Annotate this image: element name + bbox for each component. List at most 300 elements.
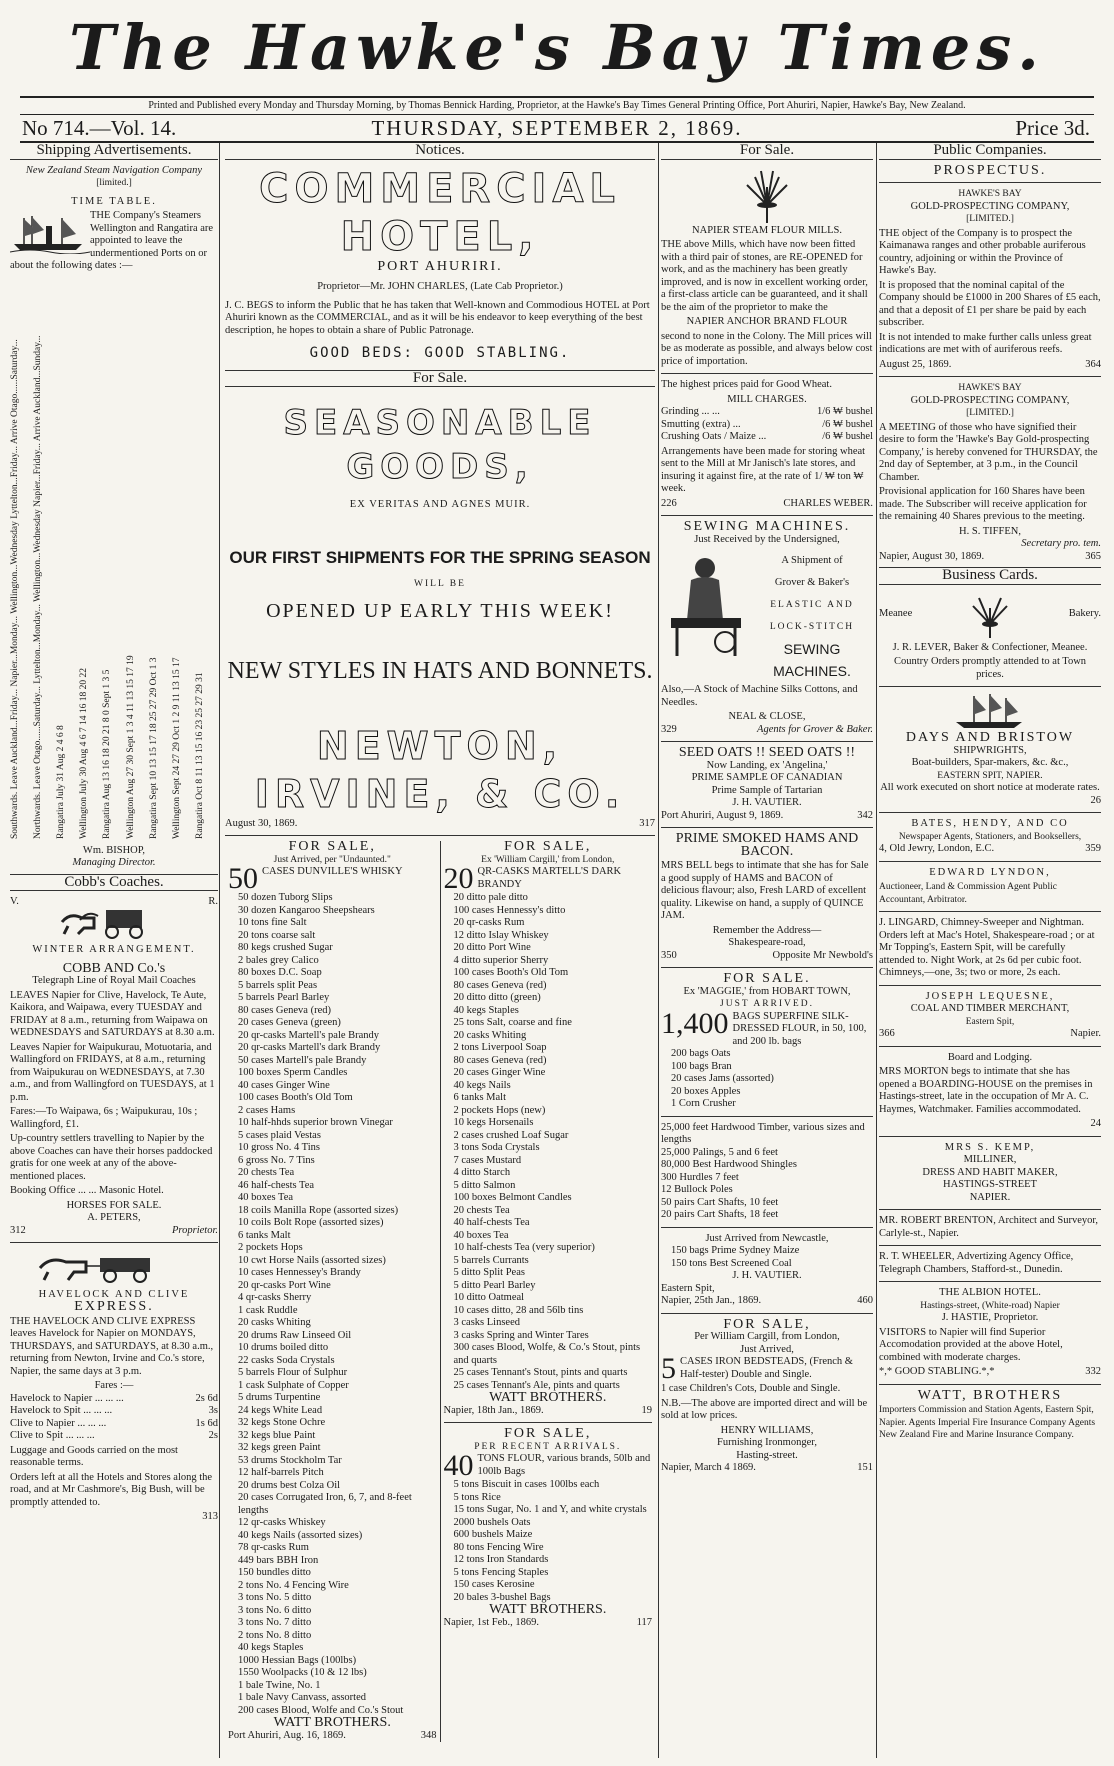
newton-irvine: NEWTON, IRVINE, & CO. — [254, 723, 626, 816]
fare-row — [10, 1418, 218, 1431]
timetable — [10, 279, 218, 839]
divider — [879, 985, 1101, 986]
coach-fares: Fares:—To Waipawa, 6s ; Waipukurau, 10s ; Wallingford, £1. — [10, 1106, 198, 1130]
sale-item: 12 tons Iron Standards — [453, 1554, 549, 1565]
sale-item: 600 bushels Maize — [453, 1529, 533, 1540]
baker-name: J. R. LEVER, Baker & Confectioner, Meanee. — [892, 641, 1088, 653]
sale-heading: FOR SALE, — [288, 839, 376, 854]
shipwrights-name: DAYS AND BRISTOW — [905, 730, 1075, 745]
sale-subheading: Just Arrived from Newcastle, — [705, 1232, 829, 1244]
sale-subheading: Ex 'William Cargill,' from London, — [481, 854, 615, 865]
section-heading: Public Companies. — [879, 143, 1101, 160]
dateline — [20, 114, 1094, 143]
advertiser-title: Furnishing Ironmonger, — [717, 1437, 817, 1448]
ex-ships: EX VERITAS AND AGNES MUIR. — [349, 499, 531, 510]
company-name: New Zealand Steam Navigation Company — [25, 164, 203, 176]
sale-item: 150 tons Best Screened Coal — [671, 1257, 792, 1269]
advertiser-name: J. H. VAUTIER. — [732, 797, 802, 808]
new-styles: NEW STYLES IN HATS AND BONNETS. — [227, 658, 653, 684]
sale-item: 20 qr-casks Martell's dark Brandy — [238, 1042, 381, 1053]
divider — [10, 1242, 218, 1243]
sale-item: 20 cases Corrugated Iron, 6, 7, and 8-feet lengths — [238, 1492, 412, 1516]
express-subtitle: EXPRESS. — [74, 1299, 154, 1314]
advert-number: 151 — [857, 1462, 873, 1473]
advert-footer — [661, 1295, 873, 1308]
fares-heading: Fares :— — [94, 1380, 134, 1391]
limited-label: [LIMITED.] — [966, 214, 1014, 224]
advert-footer — [444, 1617, 653, 1630]
sale-item: 2000 bushels Oats — [453, 1516, 531, 1528]
sale-item: 6 tanks Malt — [238, 1229, 291, 1241]
advert-footer — [661, 1462, 873, 1475]
advert-footer — [879, 551, 1101, 564]
hams-heading: PRIME SMOKED HAMS AND BACON. — [675, 831, 859, 859]
advert-footer — [661, 810, 873, 823]
fare-row — [10, 1393, 218, 1406]
hams-address: Shakespeare-road, — [728, 937, 806, 948]
sale-signature: WATT BROTHERS. — [489, 1602, 607, 1617]
divider — [879, 1281, 1101, 1282]
sale-item: 5 tons Fencing Staples — [453, 1566, 549, 1578]
fare-route: Clive to Napier ... ... ... — [10, 1417, 107, 1429]
sale-item: 300 cases Blood, Wolfe, & Co.'s Stout, pints and quarts — [453, 1342, 641, 1366]
sale-item: 5 barrels Flour of Sulphur — [238, 1367, 348, 1378]
auctioneer-text: Auctioneer, Land & Commission Agent Public Accountant, Arbitrator. — [879, 882, 1057, 905]
advert-footer — [228, 1730, 437, 1743]
advert-footer — [879, 1366, 1101, 1379]
advert-footer — [879, 843, 1101, 856]
section-heading: Notices. — [225, 143, 655, 160]
sale-item: 200 cases Blood, Wolfe and Co.'s Stout — [238, 1704, 404, 1716]
sale-item: 1 bale Navy Canvass, assorted — [238, 1692, 367, 1703]
oats-tartarian: Prime Sample of Tartarian — [711, 784, 823, 796]
merchant-name: JOSEPH LEQUESNE, — [925, 990, 1055, 1002]
agent-title: Newspaper Agents, Stationers, and Booksellers, — [898, 831, 1082, 842]
sale-item: 20 chests Tea — [238, 1167, 295, 1178]
fare-price: 2s 6d — [195, 1392, 218, 1404]
sale-item: 80 cases Geneva (red) — [453, 979, 547, 991]
sale-item: 20 qr-casks Port Wine — [238, 1279, 331, 1291]
lead-text: CASES DUNVILLE'S WHISKY — [262, 866, 403, 877]
sale-signature: WATT BROTHERS. — [273, 1715, 391, 1730]
section-heading: Cobb's Coaches. — [10, 874, 218, 892]
advert-footer — [661, 724, 873, 737]
advert-date: August 25, 1869. — [879, 358, 952, 370]
timetable-column: Rangatira July 31 Aug 2 4 6 8 — [56, 724, 67, 839]
shipwrights-address: EASTERN SPIT, NAPIER. — [937, 770, 1043, 781]
divider — [661, 741, 873, 742]
sale-item: 20 bales 3-bushel Bags — [453, 1591, 551, 1603]
sale-item: 10 cases ditto, 28 and 56lb tins — [453, 1304, 584, 1316]
sale-item: 2 bales grey Calico — [238, 954, 319, 966]
divider — [661, 1313, 873, 1314]
sale-item: 4 qr-casks Sherry — [238, 1292, 312, 1303]
advert-number: 348 — [420, 1729, 437, 1741]
sale-lead — [228, 862, 437, 895]
sale-item: 5 ditto Pearl Barley — [453, 1279, 536, 1291]
timetable-column: Southwards. Leave Auckland...Friday... Napier...Monday... Wellington...Wednesday Lyttelton...Friday... Arrive Otago......Saturday... — [10, 338, 20, 839]
divider — [879, 182, 1101, 183]
sale-item: 449 bars BBH Iron — [238, 1554, 319, 1566]
sale-heading: FOR SALE, — [504, 1426, 592, 1441]
timetable-column: Wellington July 30 Aug 4 6 7 14 16 18 20 22 — [79, 667, 90, 839]
milliner-name: MRS S. KEMP, — [944, 1141, 1036, 1153]
sale-item: 10 cases Hennessey's Brandy — [238, 1267, 361, 1278]
sale-item: 6 gross No. 7 Tins — [238, 1154, 315, 1166]
advert-number: 460 — [857, 1295, 873, 1306]
advert-date: Napier, March 4 1869. — [661, 1462, 756, 1473]
sale-item: 20 casks Whiting — [238, 1317, 311, 1328]
sale-item: 20 pairs Cart Shafts, 18 feet — [661, 1209, 779, 1220]
divider — [879, 1209, 1101, 1210]
sale-item: 2 cases Hams — [238, 1104, 296, 1116]
bakery-place: Meanee — [879, 608, 913, 620]
sale-item: 5 ditto Salmon — [453, 1179, 516, 1191]
advert-footer — [444, 1405, 653, 1418]
advert-address: Eastern Spit, — [661, 1282, 715, 1294]
mills-title: NAPIER STEAM FLOUR MILLS. — [692, 224, 842, 236]
sale-item: 3 tons No. 5 ditto — [238, 1592, 312, 1603]
merchant-address: Eastern Spit, — [965, 1016, 1015, 1027]
stabling-notice: *,* GOOD STABLING.*,* — [879, 1366, 995, 1377]
charge-row — [661, 406, 873, 419]
timetable-column: Rangatira Sept 10 13 15 17 18 25 27 29 Oct 1 3 — [148, 656, 159, 839]
watt-sale-right — [441, 841, 656, 1742]
timetable-column: Rangatira Oct 8 11 13 15 16 23 25 27 29 31 — [194, 671, 205, 839]
sale-item: 53 drums Stockholm Tar — [238, 1454, 342, 1466]
sale-item: 1 case Children's Cots, Double and Single. — [661, 1383, 841, 1394]
sewing-line: A Shipment of — [781, 555, 843, 566]
shipwrights-title: SHIPWRIGHTS, — [953, 744, 1027, 756]
advert-number: 350 — [661, 949, 677, 961]
sale-item: 10 coils Bolt Rope (assorted sizes) — [238, 1217, 384, 1228]
advert-number: 359 — [1085, 843, 1101, 854]
sale-item: 20 tons coarse salt — [238, 929, 316, 941]
sale-item: 10 tons fine Salt — [238, 917, 307, 928]
sewing-line: MACHINES. — [773, 663, 851, 679]
charge-item: Grinding ... ... — [661, 406, 720, 417]
sale-item: 300 Hurdles 7 feet — [661, 1171, 739, 1183]
divider — [879, 376, 1101, 377]
bakery-header — [879, 590, 1101, 640]
sale-item: 100 cases Hennessy's ditto — [453, 904, 566, 916]
sale-item: 3 tons Soda Crystals — [453, 1142, 540, 1153]
sale-item: 5 tons Biscuit in cases 100lbs each — [453, 1479, 600, 1490]
agent-text: Importers Commission and Station Agents, Eastern Spit, Napier. Agents Imperial Fire Insurance Company Agents New Zealand Fire and Marine Insurance Company. — [879, 1405, 1096, 1440]
divider — [879, 1384, 1101, 1385]
sale-heading: FOR SALE, — [504, 839, 592, 854]
advert-date: August 30, 1869. — [225, 817, 298, 829]
sale-item: 20 cases Geneva (green) — [238, 1017, 341, 1028]
lead-text: TONS FLOUR, various brands, 50lb and 100lb Bags — [477, 1453, 651, 1477]
sale-item: 150 bags Prime Sydney Maize — [671, 1245, 800, 1256]
sale-item: 200 bags Oats — [671, 1048, 731, 1059]
hams-address: Remember the Address— — [712, 924, 822, 936]
advertiser-name: HENRY WILLIAMS, — [720, 1424, 814, 1436]
advert-number: 19 — [641, 1404, 652, 1416]
fare-route: Clive to Spit ... ... ... — [10, 1430, 95, 1441]
divider — [661, 827, 873, 828]
sale-heading: FOR SALE, — [723, 1316, 811, 1332]
timetable-column: Northwards. Leave Otago......Saturday... Lyttelton...Monday... Wellington...Wednesday Napier...Friday... Arrive Auckland...Sunday... — [33, 335, 44, 839]
timetable-intro: THE Company's Steamers Wellington and Rangatira are appointed to leave the undermentioned Ports on or about the following dates :— — [10, 210, 214, 271]
watt-brothers-adverts — [225, 841, 655, 1742]
sale-item: 1000 Hessian Bags (100lbs) — [238, 1654, 357, 1666]
column-shipping — [10, 143, 218, 1758]
sale-items — [661, 1048, 873, 1111]
hotel-name: THE ALBION HOTEL. — [939, 1287, 1041, 1298]
company-region: HAWKE'S BAY — [958, 189, 1022, 199]
newspaper-title: The Hawke's Bay Times. — [69, 11, 1045, 84]
sewing-line: Grover & Baker's — [774, 577, 850, 588]
sale-item: 40 kegs Staples — [453, 1004, 519, 1016]
milliner-town: NAPIER. — [969, 1191, 1011, 1203]
sale-item: 100 cases Booth's Old Tom — [453, 967, 569, 978]
advert-footer — [661, 498, 873, 511]
milliner-street: HASTINGS-STREET — [943, 1179, 1037, 1190]
secretary-title: Secretary pro. tem. — [1021, 538, 1101, 549]
advertiser-footer — [10, 1225, 218, 1238]
sale-subheading: PER RECENT ARRIVALS. — [474, 1441, 622, 1452]
meeting-notice: A MEETING of those who have signified their desire to form the 'Hawke's Bay Gold-prospecting Company,' is hereby convened for THURSDAY, the 2nd day of September, at 3 p.m., in the Council Chamber. — [879, 421, 1098, 483]
sale-item: 50 pairs Cart Shafts, 10 feet — [661, 1196, 779, 1208]
shipwrights-trades: Boat-builders, Spar-makers, &c. &c., — [911, 757, 1069, 768]
charge-price: /6 ₩ bushel — [822, 431, 873, 442]
sale-lead — [661, 1352, 873, 1385]
oats-canadian: PRIME SAMPLE OF CANADIAN — [691, 772, 843, 783]
sale-signature: WATT BROTHERS. — [489, 1390, 607, 1405]
column-divider — [876, 143, 877, 1758]
charge-row — [661, 431, 873, 444]
sale-item: 3 tons No. 6 ditto — [238, 1604, 312, 1616]
sale-item: 32 kegs blue Paint — [238, 1429, 316, 1441]
sale-note: N.B.—The above are imported direct and will be sold at low prices. — [661, 1397, 868, 1421]
sale-item: 25 cases Tennant's Ale, pints and quarts — [453, 1379, 620, 1391]
issue-price: Price 3d. — [1015, 116, 1090, 140]
sale-item: 10 ditto Oatmeal — [453, 1292, 525, 1303]
hams-text: MRS BELL begs to intimate that she has for Sale a good supply of HAMS and BACON of delicious flavour; also, Fresh LARD of excellent quality. Likewise on hand, a supply of QUINCE JAM. — [661, 860, 869, 921]
divider — [879, 861, 1101, 862]
advert-footer — [661, 950, 873, 963]
advert-number: 117 — [636, 1616, 652, 1628]
sale-item: 100 cases Booth's Old Tom — [238, 1092, 353, 1103]
sale-item: 1 Corn Crusher — [671, 1098, 736, 1109]
shipwrights-notice: All work executed on short notice at moderate rates. — [880, 782, 1100, 793]
lead-number: 50 — [228, 862, 258, 895]
sale-item: 40 cases Ginger Wine — [238, 1079, 330, 1091]
merchant-town: Napier. — [1070, 1028, 1101, 1039]
steamship-icon — [10, 212, 90, 254]
limited-label: [LIMITED.] — [966, 408, 1014, 418]
fare-price: 3s — [208, 1405, 218, 1416]
sale-item: 150 cases Kerosine — [453, 1579, 535, 1590]
sale-item: 4 ditto superior Sherry — [453, 954, 549, 966]
advertiser-title: Agents for Grover & Baker. — [757, 723, 873, 735]
express-text: THE HAVELOCK AND CLIVE EXPRESS leaves Havelock for Napier on MONDAYS, THURSDAYS, and SATURDAYS, at 8.30 a.m., returning from Newton, Irvine and Co.'s store, Napier, the same days at 3 p.m. — [10, 1315, 214, 1377]
lead-text: BAGS SUPERFINE SILK-DRESSED FLOUR, in 50, 100, and 200 lb. bags — [732, 1010, 867, 1047]
sale-item: 24 kegs White Lead — [238, 1404, 323, 1416]
divider — [661, 515, 873, 516]
sale-item: 100 boxes Belmont Candles — [453, 1192, 572, 1203]
lead-number: 1,400 — [661, 1006, 729, 1040]
advert-number: 329 — [661, 723, 677, 735]
sale-subheading: Per William Cargill, from London, — [694, 1331, 840, 1342]
advert-number: 312 — [10, 1224, 26, 1236]
sale-items — [444, 1479, 653, 1604]
timetable-column: Wellington Aug 27 30 Sept 1 3 4 11 13 15 17 19 — [125, 654, 136, 839]
sewing-subheading: Just Received by the Undersigned, — [694, 533, 840, 545]
sale-item: 40 boxes Tea — [453, 1229, 509, 1241]
sale-item: 20 qr-casks Rum — [453, 917, 525, 928]
sale-item: 10 kegs Horsenails — [453, 1117, 534, 1128]
sale-item: 150 bundles ditto — [238, 1567, 311, 1578]
sale-item: 40 kegs Nails (assorted sizes) — [238, 1529, 363, 1541]
sale-item: 5 drums Turpentine — [238, 1392, 321, 1403]
sale-lead — [443, 862, 653, 895]
imprint-line: Printed and Published every Monday and Thursday Morning, by Thomas Bennick Harding, Proprietor, at the Hawke's Bay Times General Printing Office, Port Ahuriri, Napier, Hawke's Bay, New Zealand. — [20, 96, 1094, 111]
watt-sale-left — [225, 841, 441, 1742]
sale-item: 25,000 feet Hardwood Timber, various sizes and lengths — [661, 1121, 865, 1145]
coach-schedule: LEAVES Napier for Clive, Havelock, Te Aute, Kaikora, and Waipawa, every TUESDAY and FRIDAY at 8 a.m., returning from Waipawa on WEDNESDAYS and SATURDAYS at 8.30 a.m. — [10, 989, 215, 1038]
baker-notice: Country Orders promptly attended to at Town prices. — [893, 656, 1087, 680]
advert-date: Napier, 25th Jan., 1869. — [661, 1295, 762, 1306]
sale-item: 20 ditto Port Wine — [453, 942, 531, 953]
sale-item: 12 ditto Islay Whiskey — [453, 929, 549, 941]
limited-label: [limited.] — [96, 178, 132, 188]
advert-number: 24 — [1090, 1118, 1101, 1129]
stagecoach-icon — [54, 900, 174, 940]
sale-item: 20 chests Tea — [453, 1204, 510, 1216]
advert-date: Napier, 1st Feb., 1869. — [443, 1616, 540, 1628]
sale-item: 12 Bullock Poles — [661, 1184, 733, 1195]
sale-item: 32 kegs Stone Ochre — [238, 1417, 326, 1428]
sale-item: 25,000 Palings, 5 and 6 feet — [661, 1146, 778, 1158]
advert-number: 26 — [1090, 794, 1101, 806]
coach-letter: R. — [208, 896, 218, 907]
sale-item: 2 pockets Hops (new) — [453, 1104, 546, 1116]
sale-lead — [661, 1006, 873, 1049]
sale-item: 7 cases Mustard — [453, 1154, 522, 1166]
sale-item: 20 cases Ginger Wine — [453, 1067, 546, 1078]
timetable-column: Rangatira Aug 13 16 18 20 21 8 0 Sept 1 3 5 — [102, 669, 113, 839]
sale-item: 20 drums Raw Linseed Oil — [238, 1329, 352, 1341]
sale-item: 2 tons Liverpool Soap — [453, 1042, 547, 1053]
hotel-proprietor: J. HASTIE, Proprietor. — [941, 1312, 1039, 1323]
sale-subheading: Just Arrived, per "Undaunted." — [273, 854, 391, 865]
will-be: WILL BE — [414, 579, 466, 589]
advertiser-name: J. H. VAUTIER. — [732, 1270, 802, 1281]
sale-lead — [443, 1449, 653, 1482]
divider — [444, 1422, 653, 1423]
sale-item: 4 ditto Starch — [453, 1167, 511, 1178]
advert-number: 226 — [661, 497, 677, 509]
sale-item: 15 tons Sugar, No. 1 and Y, and white crystals — [453, 1504, 647, 1515]
column-for-sale — [661, 143, 873, 1758]
just-arrived: JUST ARRIVED. — [720, 999, 814, 1009]
sale-item: 20 ditto pale ditto — [453, 892, 528, 903]
divider — [661, 373, 873, 374]
timetable-title: TIME TABLE. — [71, 195, 157, 207]
hotel-notice: J. C. BEGS to inform the Public that he has taken that Well-known and Commodious HOTEL at Port Ahuriri known as the COMMERCIAL, and as it will be his endeavor to keep everything of the best description, he hopes to obtain a share of Public Patronage. — [225, 299, 650, 336]
wheat-sheaf-icon — [737, 165, 797, 225]
sale-item: 20 cases Jams (assorted) — [671, 1073, 774, 1084]
oats-landing: Now Landing, ex 'Angelina,' — [706, 759, 828, 771]
hotel-proprietor: Proprietor—Mr. JOHN CHARLES, (Late Cab Proprietor.) — [317, 281, 563, 292]
sale-items — [228, 892, 437, 1717]
seasonable-goods: SEASONABLE GOODS, — [283, 403, 597, 487]
sewing-lines — [751, 550, 873, 682]
lead-text: CASES IRON BEDSTEADS, (French & Half-tester) Double and Single. — [680, 1356, 853, 1380]
sale-item: 80 boxes D.C. Soap — [238, 967, 322, 978]
sale-item: 1 cask Ruddle — [238, 1304, 298, 1316]
sale-item: 80 cases Geneva (red) — [453, 1054, 547, 1066]
sale-item: 20 drums best Colza Oil — [238, 1479, 341, 1491]
sewing-advert — [661, 550, 873, 682]
fare-route: Havelock to Spit ... ... ... — [10, 1405, 113, 1416]
board-notice: MRS MORTON begs to intimate that she has opened a BOARDING-HOUSE on the premises in Hastings-street, late in the occupation of Mr A. C. Haymes, Watchmaker. Families accommodated. — [879, 1066, 1093, 1115]
column-divider — [658, 143, 659, 1758]
sweeper-notice: J. LINGARD, Chimney-Sweeper and Nightman. Orders left at Mac's Hotel, Shakespeare-road ; or at Mr Topping's, Eastern Spit, will be carefully attended to. Night Work, at 2s 6d per cubic foot. Chimneys,—one, 3s; two or more, 2s each. — [879, 917, 1095, 978]
wheat-sheaf-icon — [965, 590, 1015, 640]
advertiser-title: Proprietor. — [172, 1224, 218, 1236]
masthead — [0, 0, 1114, 95]
horses-for-sale: HORSES FOR SALE. — [66, 1199, 162, 1211]
lead-number: 40 — [443, 1449, 474, 1482]
sale-item: 2 tons No. 4 Fencing Wire — [238, 1579, 349, 1591]
sale-item: 3 casks Spring and Winter Tares — [453, 1329, 589, 1341]
advert-number: 365 — [1085, 550, 1101, 562]
silks-notice: Also,—A Stock of Machine Silks Cottons, and Needles. — [661, 684, 858, 708]
section-heading: For Sale. — [661, 143, 873, 160]
auctioneer-name: EDWARD LYNDON, — [929, 866, 1051, 878]
fare-price: 2s — [208, 1430, 218, 1441]
sale-item: 22 casks Soda Crystals — [238, 1354, 335, 1366]
first-shipments: OUR FIRST SHIPMENTS FOR THE SPRING SEASON — [229, 547, 651, 567]
advert-date: Napier, August 30, 1869. — [879, 550, 985, 562]
sale-item: 18 coils Manilla Rope (assorted sizes) — [238, 1204, 399, 1216]
divider — [879, 1136, 1101, 1137]
sale-item: 12 half-barrels Pitch — [238, 1467, 324, 1478]
sale-item: 10 drums boiled ditto — [238, 1342, 329, 1353]
company-name: GOLD-PROSPECTING COMPANY, — [910, 394, 1070, 406]
sailing-ship-icon — [950, 692, 1030, 732]
divider — [879, 911, 1101, 912]
charge-row — [661, 419, 873, 432]
hotel-notice: VISITORS to Napier will find Superior Accomodation provided at the above Hotel, combined with moderate charges. — [879, 1326, 1063, 1363]
sale-items — [661, 1122, 873, 1222]
milliner-title: MILLINER, — [963, 1154, 1017, 1165]
hotel-address: Hastings-street, (White-road) Napier — [920, 1300, 1060, 1311]
column-divider — [219, 143, 220, 1758]
sale-item: 30 dozen Kangaroo Sheepshears — [238, 904, 375, 916]
sale-items — [661, 1245, 873, 1270]
fare-price: 1s 6d — [195, 1417, 218, 1429]
divider — [661, 1227, 873, 1228]
sale-item: 50 dozen Tuborg Slips — [238, 892, 333, 903]
sale-item: 46 half-chests Tea — [238, 1179, 315, 1191]
charge-price: /6 ₩ bushel — [822, 418, 873, 430]
sale-item: 80,000 Best Hardwood Shingles — [661, 1159, 797, 1170]
sale-item: 40 boxes Tea — [238, 1192, 294, 1203]
agent-name: WATT, BROTHERS — [917, 1387, 1063, 1403]
divider — [661, 1116, 873, 1117]
horse-cart-icon — [10, 1248, 210, 1284]
divider — [661, 967, 873, 968]
sewing-line: LOCK-STITCH — [769, 622, 855, 632]
lead-number: 5 — [661, 1352, 676, 1385]
sale-item: 20 casks Whiting — [453, 1029, 527, 1041]
advert-date: Port Ahuriri, August 9, 1869. — [661, 809, 784, 821]
